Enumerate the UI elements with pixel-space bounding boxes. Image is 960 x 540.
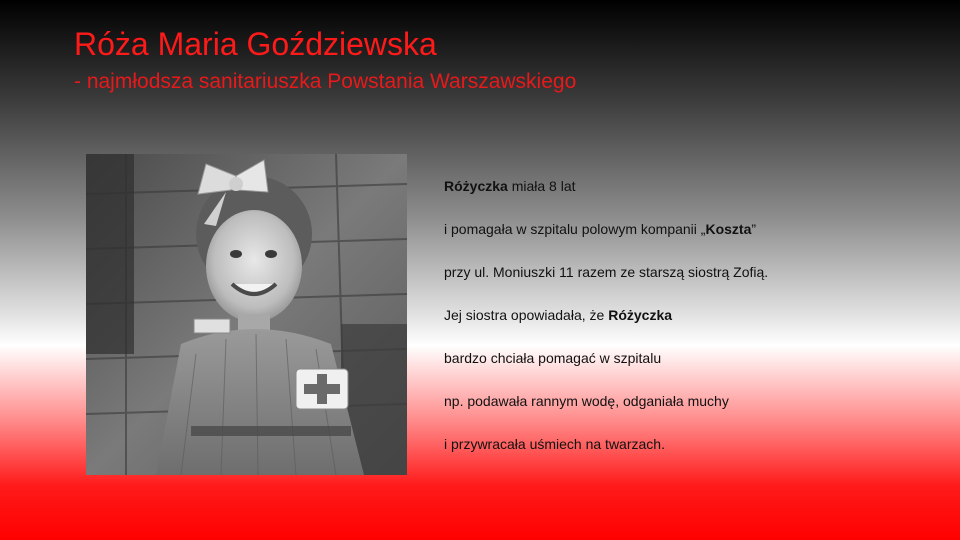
description-line-2	[444, 219, 944, 239]
description-line-3	[444, 262, 944, 282]
name-bold: Różyczka	[608, 307, 673, 323]
line-tail: ”	[751, 221, 757, 237]
girl-photo-icon	[86, 154, 407, 475]
line-text: miała 8 lat	[507, 178, 576, 194]
description-line-7	[444, 434, 944, 454]
company-name-bold: Koszta	[705, 221, 752, 237]
line-text: np. podawała rannym wodę, odganiała muchy	[444, 393, 729, 409]
description-line-1	[444, 176, 944, 196]
slide-title: Róża Maria Goździewska	[74, 26, 437, 62]
girl-photo	[86, 154, 407, 475]
description-line-6	[444, 391, 944, 411]
slide-subtitle: - najmłodsza sanitariuszka Powstania Warszawskiego	[74, 70, 577, 93]
description-text	[444, 176, 944, 477]
line-text: i pomagała w szpitalu polowym kompanii „	[444, 221, 706, 237]
name-bold: Różyczka	[444, 178, 508, 194]
line-text: przy ul. Moniuszki 11 razem ze starszą siostrą Zofią.	[444, 264, 769, 280]
line-text: i przywracała uśmiech na twarzach.	[444, 436, 665, 452]
description-line-4	[444, 305, 944, 325]
line-text: bardzo chciała pomagać w szpitalu	[444, 350, 662, 366]
line-text: Jej siostra opowiadała, że	[444, 307, 609, 323]
description-line-5	[444, 348, 944, 368]
